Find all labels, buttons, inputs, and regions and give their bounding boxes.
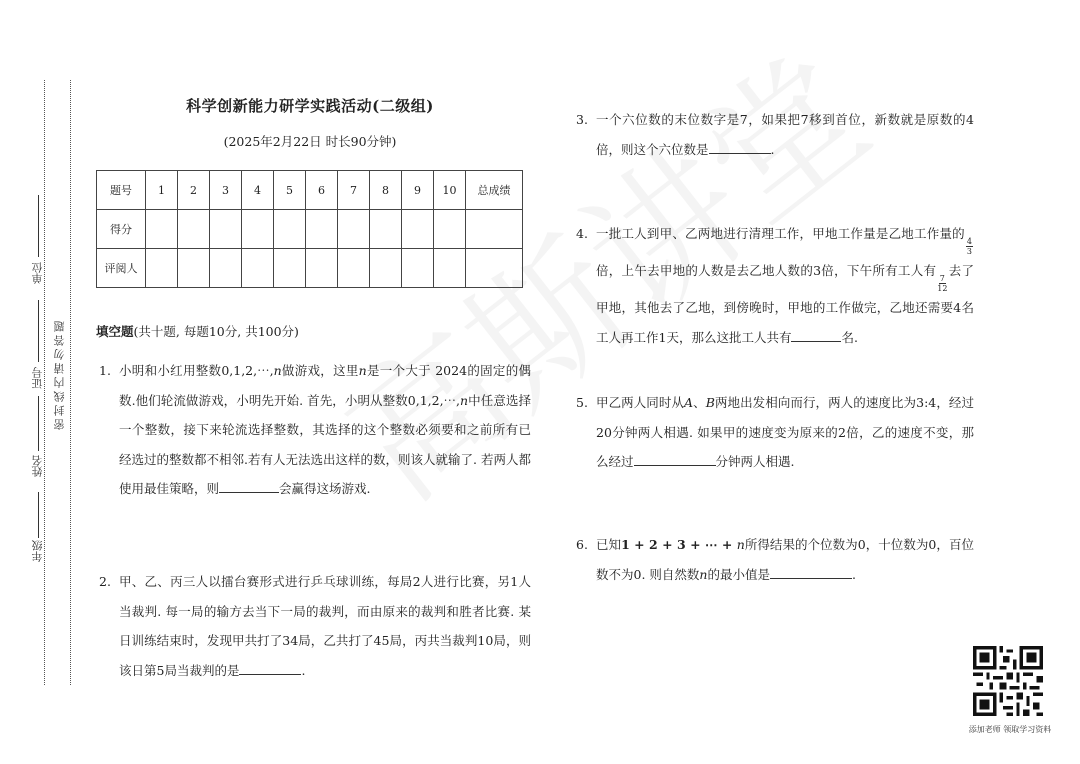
grader-cell[interactable] xyxy=(466,249,523,288)
q6-var: n xyxy=(699,566,708,582)
section-heading xyxy=(96,322,299,340)
col-1: 1 xyxy=(146,171,178,210)
q2-text: . xyxy=(301,662,306,678)
question-number: 4. xyxy=(576,226,588,241)
qr-caption: 添加老师 领取学习资料 xyxy=(968,725,1052,734)
q5-text: 、 xyxy=(693,395,706,410)
grader-cell[interactable] xyxy=(210,249,242,288)
answer-blank[interactable] xyxy=(239,660,301,675)
table-row xyxy=(97,249,523,288)
q1-text: 中任意选择一个整数，接下来轮流选择整数，其选择的这个整数必须要和之前所有已经选过的整数都不相邻.若有人无法选出这样的数，则该人就输了. 若两人都使用最佳策略，则 xyxy=(119,392,531,496)
question-2 xyxy=(99,567,531,685)
col-total: 总成绩 xyxy=(466,171,523,210)
table-row xyxy=(97,210,523,249)
grader-cell[interactable] xyxy=(146,249,178,288)
q5-text: 两地出发相向而行，两人的速度比为 xyxy=(714,395,917,410)
score-cell[interactable] xyxy=(370,210,402,249)
q2-text: 甲、乙、丙三人以擂台赛形式进行乒乓球训练，每局2人进行比赛，另1人当裁判. 每一局的输方去当下一局的裁判，而由原来的裁判和胜者比赛. 某日训练结束时，发现甲共打了34局，乙共打了45局，丙共当裁判10局，则该日第5局当裁判的是 xyxy=(119,574,531,678)
section-desc: (共十题, 每题10分, 共100分) xyxy=(133,324,299,339)
question-number: 5. xyxy=(576,395,588,410)
q3-text: 一个六位数的末位数字是7，如果把7移到首位，新数就是原数的4倍，则这个六位数是 xyxy=(596,112,974,157)
unit-blank[interactable] xyxy=(38,195,39,257)
q3-text: . xyxy=(770,141,775,157)
question-1 xyxy=(99,356,531,504)
table-row xyxy=(97,171,523,210)
score-cell[interactable] xyxy=(466,210,523,249)
q1-var: n xyxy=(460,392,469,408)
id-blank[interactable] xyxy=(38,300,39,362)
unit-label: 单位 xyxy=(31,262,44,284)
question-number: 6. xyxy=(576,537,588,552)
page-subtitle: (2025年2月22日 时长90分钟) xyxy=(223,134,397,149)
col-2: 2 xyxy=(178,171,210,210)
section-title: 填空题 xyxy=(96,324,134,339)
grader-cell[interactable] xyxy=(306,249,338,288)
col-10: 10 xyxy=(434,171,466,210)
row-label-grader: 评阅人 xyxy=(97,249,146,288)
score-cell[interactable] xyxy=(242,210,274,249)
answer-blank[interactable] xyxy=(770,564,852,579)
grader-cell[interactable] xyxy=(338,249,370,288)
score-table xyxy=(96,170,523,288)
q6-text: 的最小值是 xyxy=(707,566,770,582)
grader-cell[interactable] xyxy=(274,249,306,288)
col-6: 6 xyxy=(306,171,338,210)
grader-cell[interactable] xyxy=(402,249,434,288)
grade-blank[interactable] xyxy=(38,492,39,538)
q6-text: . xyxy=(851,566,856,582)
q5-text: ，经过20分钟两人相遇. 如果甲的速度变为原来的2倍，乙的速度不变，那么经过 xyxy=(596,395,974,469)
question-number: 2. xyxy=(99,574,111,589)
col-3: 3 xyxy=(210,171,242,210)
seal-note: 密封线内请勿答题 xyxy=(53,318,66,430)
q4-text: 名. xyxy=(841,329,858,345)
q1-var: n xyxy=(273,363,282,378)
row-label-score: 得分 xyxy=(97,210,146,249)
row-label-question-no: 题号 xyxy=(97,171,146,210)
q6-text: 所得结果的个位数为0，十位数为0，百位数不为0. 则自然数 xyxy=(596,537,974,582)
question-5 xyxy=(576,388,974,477)
seal-line-inner xyxy=(70,80,71,685)
question-3 xyxy=(576,105,974,164)
q6-math: 1 + 2 + 3 + ⋯ + xyxy=(621,537,737,552)
answer-blank[interactable] xyxy=(709,139,771,154)
q1-text: 会赢得这场游戏. xyxy=(279,481,371,496)
question-number: 3. xyxy=(576,112,588,127)
fraction-4-3: $\frac{4}{3}$ xyxy=(966,237,972,256)
grader-cell[interactable] xyxy=(242,249,274,288)
q1-text: 是一个大于 2024的固定的偶数.他们轮流做游戏，小明先开始. 首先，小明从整数 xyxy=(119,363,531,408)
score-cell[interactable] xyxy=(210,210,242,249)
q4-text: 一批工人到甲、乙两地进行清理工作，甲地工作量是乙地工作量的 xyxy=(596,226,965,241)
score-cell[interactable] xyxy=(178,210,210,249)
grade-label: 年级 xyxy=(31,540,44,562)
q6-var: n xyxy=(736,537,745,552)
grader-cell[interactable] xyxy=(178,249,210,288)
fraction-7-12: $\frac{7}{12}$ xyxy=(937,274,948,293)
col-5: 5 xyxy=(274,171,306,210)
q5-var: B xyxy=(705,395,715,410)
score-cell[interactable] xyxy=(434,210,466,249)
score-cell[interactable] xyxy=(338,210,370,249)
answer-blank[interactable] xyxy=(791,327,841,342)
score-cell[interactable] xyxy=(306,210,338,249)
answer-blank[interactable] xyxy=(219,478,279,493)
col-4: 4 xyxy=(242,171,274,210)
score-cell[interactable] xyxy=(146,210,178,249)
q1-math: 0,1,2,⋯, xyxy=(407,392,461,408)
name-blank[interactable] xyxy=(38,396,39,451)
question-6 xyxy=(576,530,974,589)
score-cell[interactable] xyxy=(274,210,306,249)
col-7: 7 xyxy=(338,171,370,210)
q6-text: 已知 xyxy=(596,537,622,552)
grader-cell[interactable] xyxy=(434,249,466,288)
question-number: 1. xyxy=(99,363,111,378)
grader-cell[interactable] xyxy=(370,249,402,288)
col-9: 9 xyxy=(402,171,434,210)
page-title: 科学创新能力研学实践活动(二级组) xyxy=(186,97,434,115)
answer-blank[interactable] xyxy=(634,451,716,466)
q1-text: 做游戏，这里 xyxy=(281,363,359,378)
q1-var: n xyxy=(358,363,367,378)
qr-code-icon[interactable] xyxy=(973,646,1043,716)
col-8: 8 xyxy=(370,171,402,210)
q5-text: 分钟两人相遇. xyxy=(715,454,795,469)
name-label: 姓名 xyxy=(31,455,44,477)
q4-text: 倍，上午去甲地的人数是去乙地人数的3倍，下午所有工人有 xyxy=(596,263,937,278)
id-label: 证号 xyxy=(31,367,44,389)
q1-math: 0,1,2,⋯, xyxy=(221,363,274,378)
q5-var: A xyxy=(684,395,694,410)
q1-text: 小明和小红用整数 xyxy=(119,363,222,378)
question-4 xyxy=(576,219,974,352)
q4-text: 去了甲地，其他去了乙地，到傍晚时，甲地的工作做完，乙地还需要4名工人再工作1天，那么这批工人共有 xyxy=(596,263,974,345)
q5-text: 甲乙两人同时从 xyxy=(596,395,685,410)
score-cell[interactable] xyxy=(402,210,434,249)
q5-math: 3:4 xyxy=(916,395,937,410)
